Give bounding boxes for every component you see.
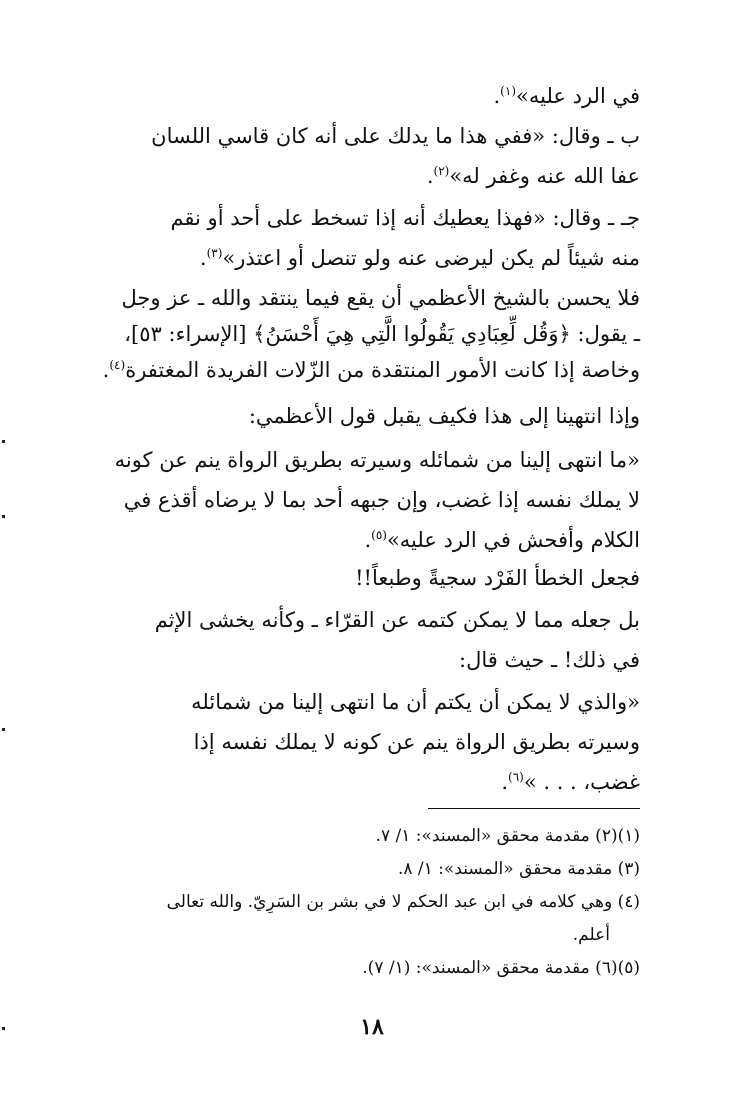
page-number: ١٨ [360, 1014, 384, 1040]
paragraph-1 [78, 76, 640, 116]
paragraph-2 [78, 116, 640, 196]
text-line: فجعل الخطأ الفَرْد سجيةً وطبعاً!! [355, 566, 640, 590]
scan-speck [2, 728, 5, 731]
footnote-continuation: أعلم. [572, 925, 610, 945]
quote-2 [78, 682, 640, 802]
footnote: (٣) مقدمة محقق «المسند»: ١/ ٨. [397, 859, 640, 879]
paragraph-7 [78, 558, 640, 598]
text-line: ب ـ وقال: «ففي هذا ما يدلك على أنه كان قاسي اللسان [151, 124, 640, 148]
text-line: «والذي لا يمكن أن يكتم أن ما انتهى إلينا من شمائله [191, 690, 640, 714]
paragraph-4 [78, 280, 640, 388]
footnote: (٥)(٦) مقدمة محقق «المسند»: (١/ ٧). [362, 958, 640, 978]
quran-verse-line: ـ يقول: ﴿وَقُل لِّعِبَادِي يَقُولُوا الَّتِي هِيَ أَحْسَنُ﴾ [الإسراء: ٥٣]، [124, 322, 640, 346]
text-line: عفا الله عنه وغفر له»$^{(٢)}$. [426, 164, 640, 188]
scan-speck [2, 515, 5, 518]
footnote: (١)(٢) مقدمة محقق «المسند»: ١/ ٧. [375, 826, 640, 846]
scan-speck [2, 440, 5, 443]
text-line: منه شيئاً لم يكن ليرضى عنه ولو تنصل أو اعتذر»$^{(٣)}$. [199, 246, 640, 270]
text-line: الكلام وأفحش في الرد عليه»$^{(٥)}$. [364, 528, 640, 552]
footnote-divider [428, 808, 640, 809]
text-line: بل جعله مما لا يمكن كتمه عن القرّاء ـ وكأنه يخشى الإثم [154, 608, 640, 632]
text-line: جـ ـ وقال: «فهذا يعطيك أنه إذا تسخط على أحد أو نقم [170, 206, 640, 230]
text-line: فلا يحسن بالشيخ الأعظمي أن يقع فيما ينتقد والله ـ عز وجل [121, 286, 640, 310]
text-line: غضب، . . . »$^{(٦)}$. [501, 770, 640, 794]
text-line: وإذا انتهينا إلى هذا فكيف يقبل قول الأعظمي: [248, 404, 640, 428]
text-line: وسيرته بطريق الرواة ينم عن كونه لا يملك نفسه إذا [193, 730, 640, 754]
text-line: لا يملك نفسه إذا غضب، وإن جبهه أحد بما لا يرضاه أقذع في [123, 488, 640, 512]
paragraph-3 [78, 198, 640, 278]
text-line: في الرد عليه»$^{(١)}$. [493, 84, 640, 108]
quote-1 [78, 440, 640, 560]
text-line: في ذلك! ـ حيث قال: [459, 648, 640, 672]
footnote: (٤) وهي كلامه في ابن عبد الحكم لا في بشر بن السَرِيّ. والله تعالى [166, 892, 640, 912]
paragraph-8 [78, 600, 640, 680]
scan-speck [2, 1027, 5, 1030]
text-line: «ما انتهى إلينا من شمائله وسيرته بطريق الرواة ينم عن كونه [114, 448, 640, 472]
footnotes [78, 820, 640, 985]
paragraph-5 [78, 396, 640, 436]
text-line: وخاصة إذا كانت الأمور المنتقدة من الزّلات الفريدة المغتفرة$^{(٤)}$. [102, 358, 640, 382]
